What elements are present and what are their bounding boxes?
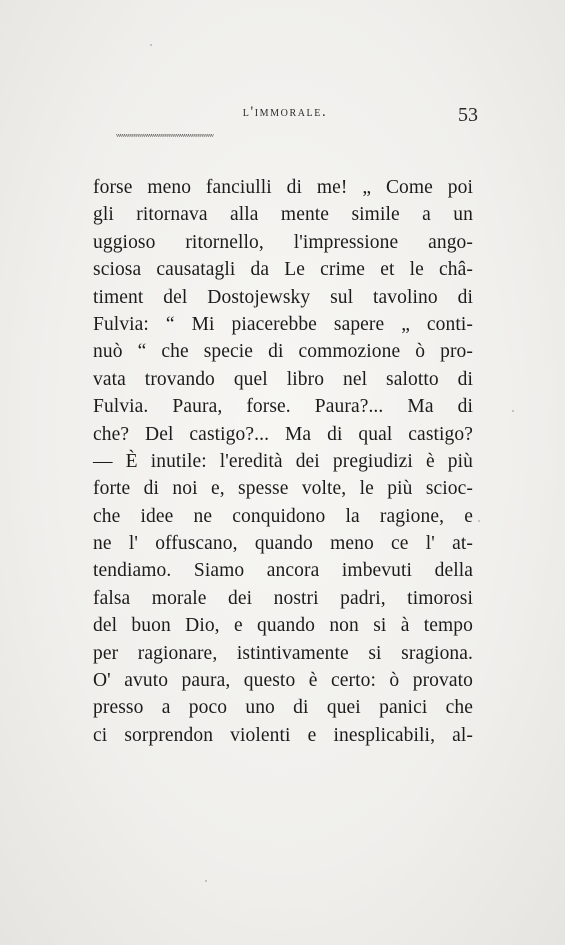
body-line: del buon Dio, e quando non si à tempo <box>93 615 473 637</box>
body-line: ci sorprendon violenti e inesplicabili, al- <box>93 724 473 746</box>
body-line: falsa morale dei nostri padri, timorosi <box>93 587 473 609</box>
body-line: tendiamo. Siamo ancora imbevuti della <box>93 560 473 582</box>
body-line: Fulvia: “ Mi piacerebbe sapere „ conti- <box>93 313 473 335</box>
body-line: ne l' offuscano, quando meno ce l' at- <box>93 533 473 555</box>
body-line: che idee ne conquidono la ragione, e <box>93 505 473 527</box>
body-line: presso a poco uno di quei panici che <box>93 697 473 719</box>
header-ornament-rule: ᵥᵥᵥᵥᵥᵥᵥᵥᵥᵥᵥᵥᵥᵥᵥᵥᵥᵥᵥᵥᵥᵥᵥᵥᵥᵥᵥᵥᵥᵥᵥᵥᵥᵥᵥᵥᵥᵥᵥᵥᵥᵥᵥᵥᵥᵥᵥᵥᵥᵥ <box>116 128 213 139</box>
body-line: forse meno fanciulli di me! „ Come poi <box>93 177 473 198</box>
paper-speck <box>512 410 514 412</box>
body-line: per ragionare, istintivamente si sragiona. <box>93 642 473 664</box>
body-line: Fulvia. Paura, forse. Paura?... Ma di <box>93 396 473 418</box>
body-line: sciosa causatagli da Le crime et le châ- <box>93 259 473 281</box>
body-text <box>93 174 473 749</box>
body-line: O' avuto paura, questo è certo: ò provato <box>93 670 473 692</box>
body-line: timent del Dostojewsky sul tavolino di <box>93 286 473 308</box>
body-line: — È inutile: l'eredità dei pregiudizi è più <box>93 450 473 472</box>
paper-speck <box>205 880 207 882</box>
body-line: nuò “ che specie di commozione ò pro- <box>93 341 473 363</box>
body-line: che? Del castigo?... Ma di qual castigo? <box>93 423 473 445</box>
paper-speck <box>478 520 480 522</box>
running-header-title: l'immorale. <box>242 104 328 120</box>
page-number: 53 <box>458 104 478 126</box>
body-line: forte di noi e, spesse volte, le più scioc- <box>93 478 473 500</box>
body-line: vata trovando quel libro nel salotto di <box>93 368 473 390</box>
body-line: uggioso ritornello, l'impressione ango- <box>93 231 473 253</box>
paper-speck <box>150 44 152 46</box>
body-line: gli ritornava alla mente simile a un <box>93 204 473 226</box>
